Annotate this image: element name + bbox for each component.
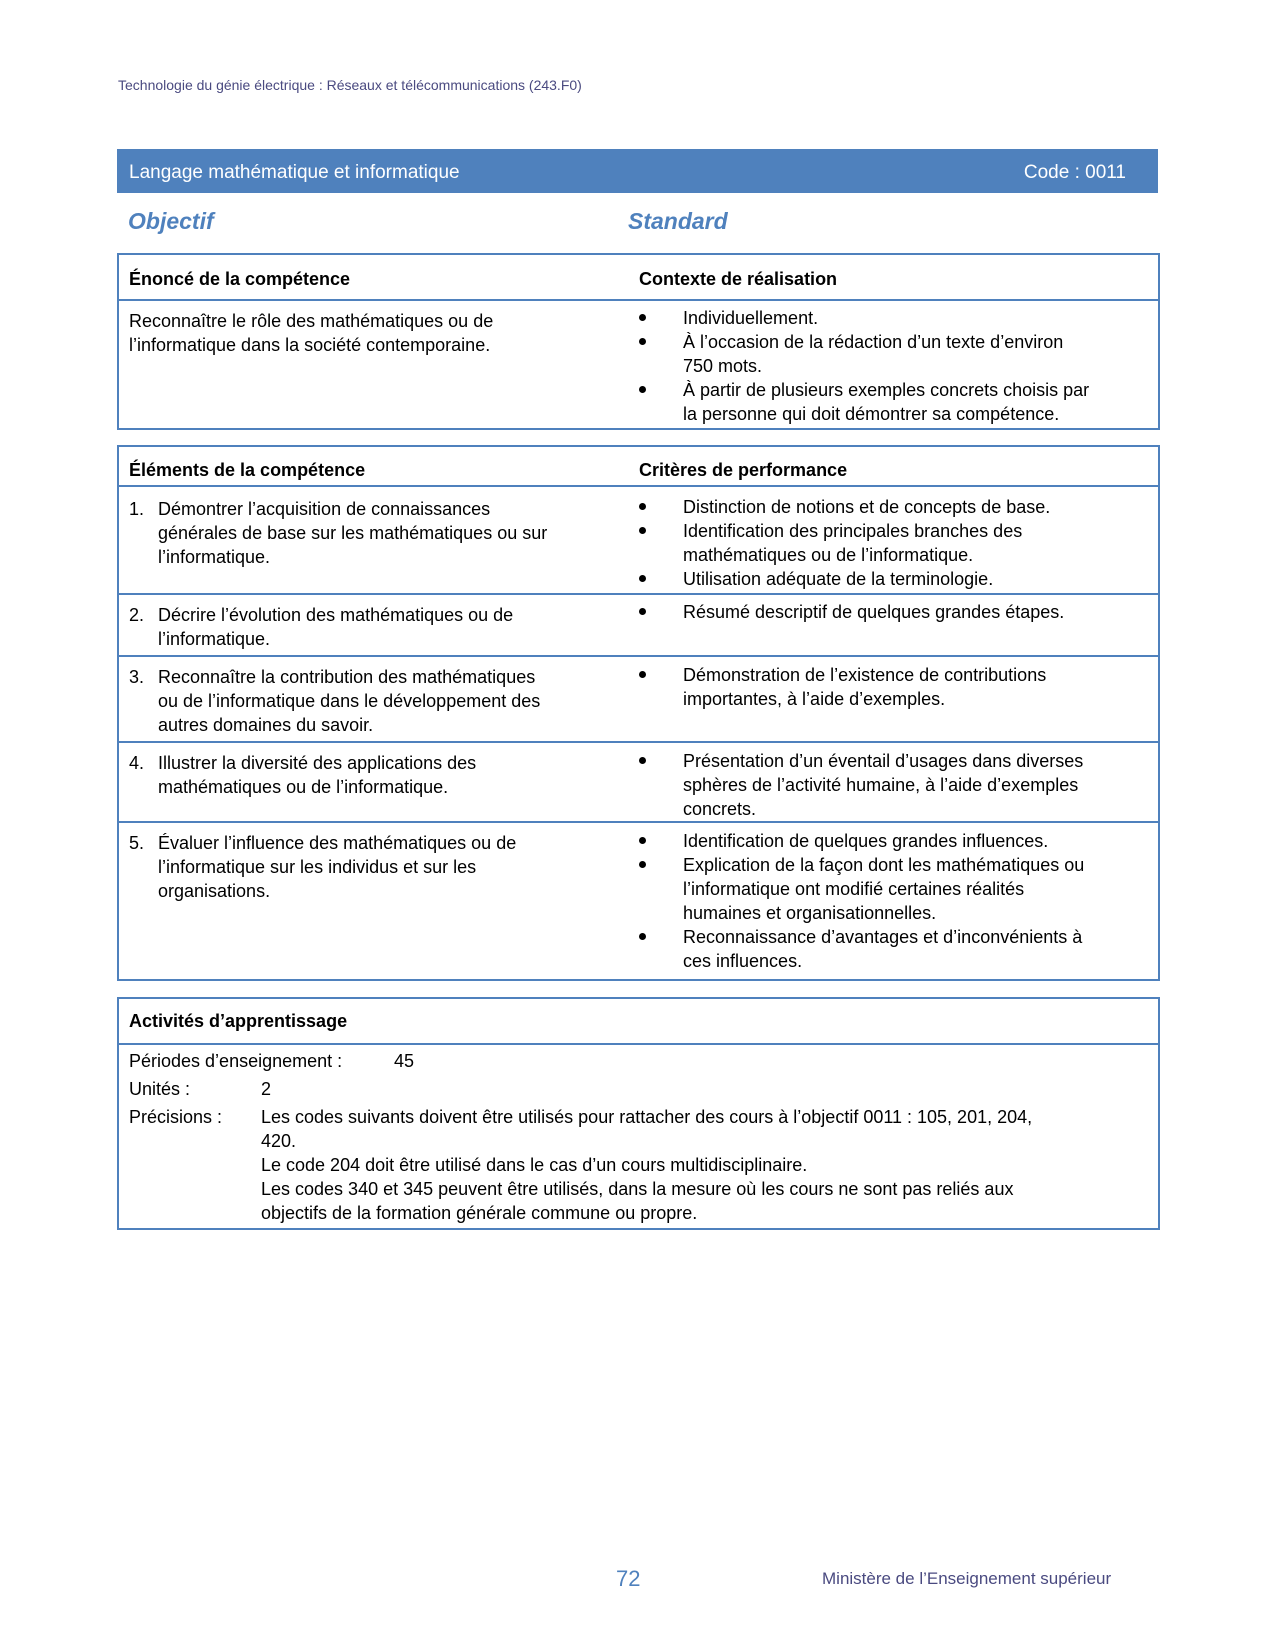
element-row-5 — [119, 823, 1158, 969]
element-text — [129, 751, 607, 799]
precision-line: objectifs de la formation générale commune ou propre. — [261, 1203, 698, 1223]
element-line: l’informatique. — [158, 547, 271, 567]
list-item — [639, 519, 1154, 567]
element-text — [129, 665, 607, 737]
elements-col-header: Éléments de la compétence — [129, 460, 366, 480]
criteria-col-header: Critères de performance — [639, 460, 848, 480]
list-item — [639, 853, 1154, 925]
list-item — [639, 925, 1154, 973]
criteria-list — [639, 663, 1154, 711]
criteria-line: Distinction de notions et de concepts de base. — [683, 497, 1051, 517]
periods-value: 45 — [394, 1051, 415, 1071]
criteria-line: humaines et organisationnelles. — [683, 903, 937, 923]
elements-table — [117, 445, 1160, 981]
element-text — [129, 497, 607, 569]
element-row-1 — [119, 487, 1158, 595]
criteria-line: Reconnaissance d’avantages et d’inconvénients à — [683, 927, 1083, 947]
course-code: Code : 0011 — [1023, 162, 1126, 183]
course-title: Langage mathématique et informatique — [129, 162, 460, 183]
page-number: 72 — [616, 1566, 641, 1591]
criteria-list — [639, 495, 1154, 591]
periods-label: Périodes d’enseignement : — [129, 1051, 343, 1071]
element-row-4 — [119, 743, 1158, 823]
criteria-line: Présentation d’un éventail d’usages dans diverses — [683, 751, 1084, 771]
competence-statement — [129, 309, 607, 357]
criteria-line: Utilisation adéquate de la terminologie. — [683, 569, 994, 589]
element-number: 4. — [129, 753, 145, 773]
context-header: Contexte de réalisation — [639, 269, 838, 289]
context-line: À partir de plusieurs exemples concrets choisis par — [683, 380, 1090, 400]
context-line: la personne qui doit démontrer sa compétence. — [683, 404, 1060, 424]
element-line: mathématiques ou de l’informatique. — [158, 777, 449, 797]
list-item — [639, 378, 1154, 426]
competence-row — [119, 301, 1158, 429]
context-list — [639, 306, 1154, 426]
criteria-list — [639, 829, 1154, 973]
criteria-line: mathématiques ou de l’informatique. — [683, 545, 974, 565]
objectif-label: Objectif — [128, 208, 214, 234]
criteria-list — [639, 600, 1154, 624]
criteria-line: importantes, à l’aide d’exemples. — [683, 689, 946, 709]
element-line: l’informatique. — [158, 629, 271, 649]
element-number: 1. — [129, 499, 145, 519]
criteria-line: Identification de quelques grandes influences. — [683, 831, 1049, 851]
element-row-3 — [119, 657, 1158, 743]
element-line: Illustrer la diversité des applications des — [158, 753, 477, 773]
criteria-line: Identification des principales branches des — [683, 521, 1023, 541]
criteria-line: Résumé descriptif de quelques grandes étapes. — [683, 602, 1065, 622]
precisions-label: Précisions : — [129, 1107, 223, 1127]
list-item — [639, 567, 1154, 591]
element-number: 5. — [129, 833, 145, 853]
criteria-line: concrets. — [683, 799, 757, 819]
list-item — [639, 330, 1154, 378]
elements-header — [119, 447, 1158, 487]
element-line: Décrire l’évolution des mathématiques ou de — [158, 605, 514, 625]
competence-table — [117, 253, 1160, 430]
precision-line: Le code 204 doit être utilisé dans le cas d’un cours multidisciplinaire. — [261, 1155, 808, 1175]
element-text — [129, 603, 607, 651]
criteria-line: l’informatique ont modifié certaines réalités — [683, 879, 1025, 899]
criteria-line: Démonstration de l’existence de contributions — [683, 665, 1047, 685]
element-line: Reconnaître la contribution des mathématiques — [158, 667, 536, 687]
precision-line: 420. — [261, 1131, 297, 1151]
element-line: ou de l’informatique dans le développement des — [158, 691, 541, 711]
context-line: Individuellement. — [683, 308, 819, 328]
list-item — [639, 829, 1154, 853]
ministry-footer: Ministère de l’Enseignement supérieur — [822, 1569, 1112, 1588]
list-item — [639, 749, 1154, 821]
criteria-list — [639, 749, 1154, 821]
list-item — [639, 306, 1154, 330]
list-item — [639, 495, 1154, 519]
element-line: autres domaines du savoir. — [158, 715, 374, 735]
activities-title: Activités d’apprentissage — [129, 1011, 348, 1031]
statement-header: Énoncé de la compétence — [129, 269, 351, 289]
precision-line: Les codes suivants doivent être utilisés pour rattacher des cours à l’objectif 0011 : 105, 201, 204, — [261, 1107, 1033, 1127]
statement-line: Reconnaître le rôle des mathématiques ou de — [129, 311, 494, 331]
criteria-line: sphères de l’activité humaine, à l’aide d’exemples — [683, 775, 1079, 795]
competence-header — [119, 255, 1158, 301]
precisions-text — [261, 1105, 1151, 1225]
element-line: organisations. — [158, 881, 271, 901]
units-value: 2 — [261, 1079, 272, 1099]
element-number: 3. — [129, 667, 145, 687]
criteria-line: Explication de la façon dont les mathématiques ou — [683, 855, 1085, 875]
course-title-bar — [117, 149, 1158, 193]
units-label: Unités : — [129, 1079, 191, 1099]
context-line: 750 mots. — [683, 356, 763, 376]
element-number: 2. — [129, 605, 145, 625]
activities-header — [119, 999, 1158, 1045]
context-line: À l’occasion de la rédaction d’un texte d’environ — [683, 332, 1064, 352]
statement-line: l’informatique dans la société contemporaine. — [129, 335, 491, 355]
element-row-2 — [119, 595, 1158, 657]
list-item — [639, 663, 1154, 711]
element-line: l’informatique sur les individus et sur les — [158, 857, 477, 877]
element-line: Démontrer l’acquisition de connaissances — [158, 499, 491, 519]
element-text — [129, 831, 607, 903]
list-item — [639, 600, 1154, 624]
running-head: Technologie du génie électrique : Réseaux et télécommunications (243.F0) — [118, 77, 582, 93]
element-line: Évaluer l’influence des mathématiques ou de — [158, 833, 517, 853]
element-line: générales de base sur les mathématiques ou sur — [158, 523, 548, 543]
standard-label: Standard — [628, 208, 728, 234]
precision-line: Les codes 340 et 345 peuvent être utilisés, dans la mesure où les cours ne sont pas reliés aux — [261, 1179, 1014, 1199]
activities-table — [117, 997, 1160, 1230]
criteria-line: ces influences. — [683, 951, 803, 971]
